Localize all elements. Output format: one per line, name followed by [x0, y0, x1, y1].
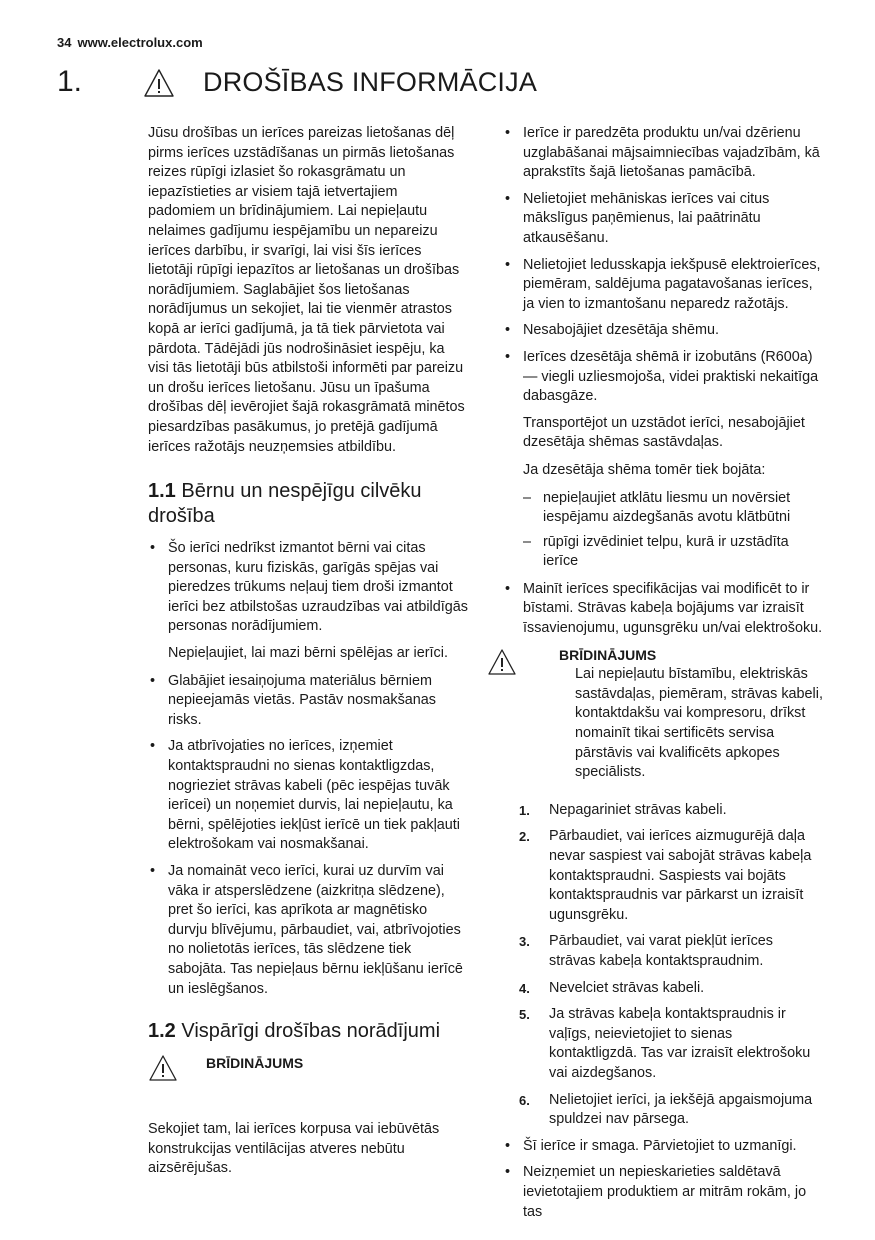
warning-triangle-icon [487, 648, 517, 683]
paragraph: Sekojiet tam, lai ierīces korpusa vai iebūvētās konstrukcijas ventilācijas atveres nebūtu aizsērējušas. [148, 1121, 440, 1177]
section-number: 1. [57, 65, 83, 98]
right-column [503, 124, 823, 1229]
warning-box [148, 1054, 468, 1094]
warning-text: Lai nepieļautu bīstamību, elektriskās sastāvdaļas, piemēram, strāvas kabeli, kontaktdakšu vai kompresoru, drīkst nomainīt tikai sertificēts servisa pārstāvis vai kvalificēts apkopes speciālists. [575, 666, 823, 781]
page-number: 34 [57, 35, 72, 50]
list-item: • Neizņemiet un nepieskarieties saldētavā ievietotajiem produktiem ar mitrām rokām, jo tas [503, 1163, 823, 1222]
warning-title: BRĪDINĀJUMS [206, 1055, 304, 1072]
list-item-continuation: Transportējot un uzstādot ierīci, nesabojājiet dzesētāja shēmas sastāvdaļas. [523, 414, 805, 451]
list-item: • Ierīces dzesētāja shēmā ir izobutāns (R600a) — viegli uzliesmojoša, videi praktiski nekaitīga dabasgāze. [503, 348, 823, 407]
dash-item: – nepieļaujiet atklātu liesmu un novērsiet iespējamu aizdegšanās avotu klātbūtni [523, 489, 823, 528]
general-safety-list-end [503, 1137, 823, 1222]
list-item: • Šī ierīce ir smaga. Pārvietojiet to uzmanīgi. [503, 1137, 823, 1157]
numbered-steps [503, 801, 823, 1130]
list-item: • Ja nomaināt veco ierīci, kurai uz durvīm vai vāka ir atsperslēdzene (aizkritņa slēdzene), pret šo ierīci, kas aprīkota ar magnētisko durvju blīvējumu, pārbaudiet, vai, atbrīvojoties no nolietotās ierīces, tās slēdzene tiek sabojāta. Tas nepieļaus bērnu iekļūšanu ierīcē un ieslēgšanos. [148, 862, 468, 999]
general-safety-list [503, 124, 823, 407]
list-item: • Glabājiet iesaiņojuma materiālus bērniem nepieejamās vietās. Pastāv nosmakšanas risks. [148, 672, 468, 731]
list-item: • Nelietojiet ledusskapja iekšpusē elektroierīces, piemēram, saldējuma pagatavošanas ierīces, ja vien to izmantošanu neparedz ražotājs. [503, 256, 823, 315]
list-item-continuation: Ja dzesētāja shēma tomēr tiek bojāta: [523, 461, 766, 478]
subsection-heading-1-2: 1.2 Vispārīgi drošības norādījumi [148, 1020, 441, 1043]
list-item: • Šo ierīci nedrīkst izmantot bērni vai citas personas, kuru fiziskās, garīgās spējas vai pieredzes trūkums neļauj tiem droši izmantot ierīci bez atbilstošas uzraudzības vai atbildīgās personas norādījumiem. [148, 539, 468, 637]
warning-title: BRĪDINĀJUMS [559, 646, 657, 663]
general-safety-list-cont [503, 580, 823, 639]
list-item: • Nesabojājiet dzesētāja shēmu. [503, 321, 823, 341]
subsection-heading-1-1: 1.1 Bērnu un nespējīgu cilvēku drošība [148, 480, 422, 528]
list-item: • Ja atbrīvojaties no ierīces, izņemiet kontaktspraudni no sienas kontaktligzdas, nogrieziet strāvas kabeli (pēc iespējas tuvāk ierīcei) un noņemiet durvis, lai nepieļautu, ka bērni, spēlējoties iekļūst ierīcē un tiek pakļauti elektrošokam vai nosmakšanai. [148, 737, 468, 855]
step-item: 3. Pārbaudiet, vai varat piekļūt ierīces strāvas kabeļa kontaktspraudnim. [519, 933, 773, 969]
left-column [148, 124, 468, 1189]
list-item-continuation: Nepieļaujiet, lai mazi bērni spēlējas ar ierīci. [168, 645, 448, 662]
step-item: 1. Nepagariniet strāvas kabeli. [519, 801, 727, 818]
dash-item: – rūpīgi izvēdiniet telpu, kurā ir uzstādīta ierīce [523, 533, 823, 572]
child-safety-list-cont [148, 672, 468, 1000]
dash-list [503, 489, 823, 572]
warning-box [487, 646, 823, 783]
child-safety-list [148, 539, 468, 637]
step-item: 6. Nelietojiet ierīci, ja iekšējā apgaismojuma spuldzei nav pārsega. [519, 1091, 813, 1128]
warning-triangle-icon [143, 68, 175, 103]
list-item: • Nelietojiet mehāniskas ierīces vai citus mākslīgus paņēmienus, lai paātrinātu atkausēšanu. [503, 190, 823, 249]
section-title-text: DROŠĪBAS INFORMĀCIJA [203, 67, 538, 97]
intro-paragraph: Jūsu drošības un ierīces pareizas lietošanas dēļ pirms ierīces uzstādīšanas un pirmās lietošanas reizes rūpīgi izlasiet šo rokasgrāmatu un iepazīstieties ar visiem tajā ietvertajiem padomiem un brīdinājumiem. Lai nepieļautu nelaimes gadījumu iespējamību un nepareizu ierīces darbību, ir svarīgi, lai visi šīs ierīces lietotāji rūpīgi iepazītos ar lietošanas un drošības norādījumiem. Saglabājiet šos lietošanas norādījumus un sekojiet, lai tie vienmēr atrastos kopā ar ierīci gadījumā, ja tā tiek pārvietota vai pārdota. Tādējādi jūs nodrošināsiet iespēju, ka visi tās lietotāji būs atbilstoši informēti par pareizu un drošu ierīces lietošanu. Jūsu un īpašuma drošības dēļ ievērojiet šajā rokasgrāmatā minētos piesardzības pasākumus, jo pretējā gadījumā ierīces ražotājs neuzņemsies atbildību. [148, 125, 465, 455]
step-item: 4. Nevelciet strāvas kabeli. [519, 979, 705, 996]
list-item: • Ierīce ir paredzēta produktu un/vai dzērienu uzglabāšanai mājsaimniecības vajadzībām, kā aprakstīts šajā lietošanas pamācībā. [503, 124, 823, 183]
step-item: 5. Ja strāvas kabeļa kontaktspraudnis ir vaļīgs, neievietojiet to sienas kontaktligzdā. Tas var izraisīt elektrošoku vai aizdegšanos. [519, 1006, 811, 1081]
section-title [57, 64, 837, 104]
step-item: 2. Pārbaudiet, vai ierīces aizmugurējā daļa nevar saspiest vai sabojāt strāvas kabeļa kontaktspraudni. Saspiests vai bojāts kontaktspraudnis var pārkarst un izraisīt ugunsgrēku. [519, 828, 812, 923]
list-item: • Mainīt ierīces specifikācijas vai modificēt to ir bīstami. Strāvas kabeļa bojājums var izraisīt īssavienojumu, ugunsgrēku un/vai elektrošoku. [503, 580, 823, 639]
header-url[interactable]: www.electrolux.com [77, 35, 203, 50]
warning-triangle-icon [148, 1054, 178, 1089]
page-header [57, 35, 203, 50]
